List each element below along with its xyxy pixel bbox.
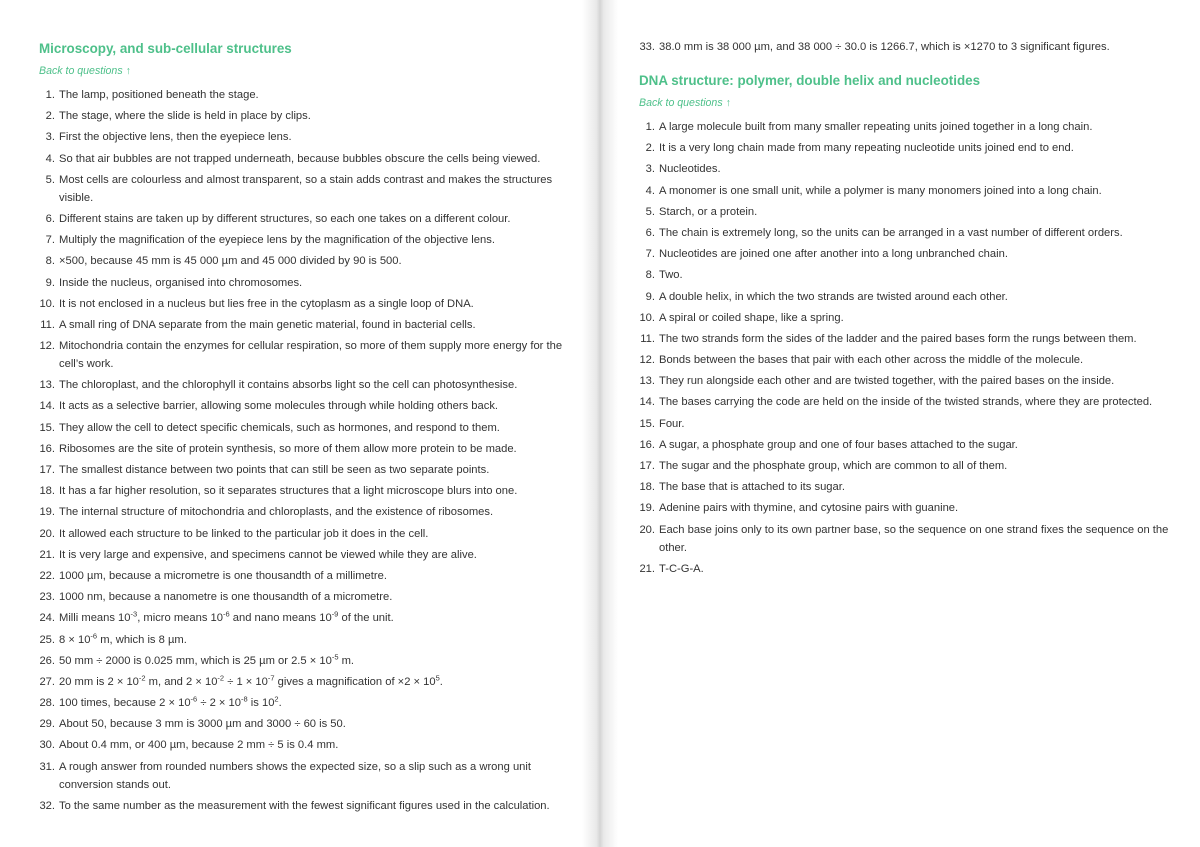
- answer-number: 13 .: [639, 372, 655, 390]
- answer-number: 3 .: [39, 128, 55, 146]
- answer-item: [639, 309, 1169, 327]
- answer-item: [639, 266, 1169, 284]
- answer-text: 50 mm ÷ 2000 is 0.025 mm, which is 25 µm or $2.5 \times 10^{-5}$ m.: [59, 651, 355, 667]
- answer-text: The lamp, positioned beneath the stage.: [59, 89, 259, 101]
- answer-list-dna-structure: [639, 118, 1169, 578]
- answer-text: A sugar, a phosphate group and one of four bases attached to the sugar.: [659, 438, 1018, 451]
- answer-number: 1 .: [39, 86, 55, 104]
- answer-text: A small ring of DNA separate from the main genetic material, found in bacterial cells.: [59, 318, 476, 331]
- answer-item: [639, 288, 1169, 306]
- answer-number: 16 .: [639, 436, 655, 454]
- answer-number: 26 .: [39, 652, 55, 670]
- answer-item: [39, 150, 569, 168]
- answer-text: A double helix, in which the two strands are twisted around each other.: [659, 290, 1008, 303]
- answer-number: 8 .: [39, 252, 55, 270]
- answer-item: [639, 478, 1169, 496]
- answer-text: They allow the cell to detect specific chemicals, such as hormones, and respond to them.: [59, 421, 500, 434]
- answer-item: [639, 457, 1169, 475]
- answer-text: Mitochondria contain the enzymes for cellular respiration, so more of them supply more energy for the cell’s work.: [59, 340, 563, 371]
- answer-item: [39, 128, 569, 146]
- answer-text: A monomer is one small unit, while a polymer is many monomers joined into a long chain.: [659, 184, 1102, 197]
- answer-number: 16 .: [39, 440, 55, 458]
- answer-text: So that air bubbles are not trapped underneath, because bubbles obscure the cells being viewed.: [59, 152, 541, 165]
- answer-number: 6 .: [639, 224, 655, 242]
- answer-item: [39, 252, 569, 270]
- answer-text: 100 times, because $2 \times 10^{-6} \div 2 \times 10^{-8}$ is $10^2$.: [59, 694, 282, 710]
- answer-item: [39, 397, 569, 415]
- answer-number: 12 .: [39, 337, 55, 355]
- answer-text: The bases carrying the code are held on the inside of the twisted strands, where they are protected.: [659, 396, 1153, 409]
- answer-number: 24 .: [39, 609, 55, 627]
- answer-text: Two.: [659, 269, 683, 282]
- answer-item: [39, 758, 569, 794]
- answer-text: 20 mm is $2 \times 10^{-2}$ m, and $2 \times 10^{-2} \div 1 \times 10^{-7}$ gives a magnification of $\times 2 \times 10^5$.: [59, 673, 443, 688]
- answer-number: 11 .: [39, 316, 55, 334]
- back-to-questions-link[interactable]: Back to questions ↑: [39, 65, 131, 77]
- answer-text: A rough answer from rounded numbers shows the expected size, so a slip such as a wrong unit conversion stands out.: [59, 760, 531, 791]
- answer-number: 5 .: [39, 171, 55, 189]
- answer-number: 20 .: [639, 521, 655, 539]
- section-title-dna-structure: DNA structure: polymer, double helix and nucleotides: [639, 73, 981, 88]
- answer-number: 28 .: [39, 694, 55, 712]
- answer-number: 2 .: [639, 139, 655, 157]
- answer-number: 6 .: [39, 210, 55, 228]
- answer-number: 17 .: [639, 457, 655, 475]
- answer-item: [39, 316, 569, 334]
- answer-text: Different stains are taken up by different structures, so each one takes on a different colour.: [59, 212, 511, 225]
- answer-text: It acts as a selective barrier, allowing some molecules through while holding others back.: [59, 400, 499, 413]
- answer-text: Four.: [659, 417, 685, 430]
- answer-item: [39, 631, 569, 649]
- answer-text: It allowed each structure to be linked to the particular job it does in the cell.: [59, 527, 429, 540]
- answer-item: [39, 694, 569, 712]
- answer-text: About 0.4 mm, or 400 µm, because 2 mm ÷ 5 is 0.4 mm.: [59, 739, 339, 752]
- answer-item: [639, 224, 1169, 242]
- answer-text: Ribosomes are the site of protein synthesis, so more of them allow more protein to be made.: [59, 442, 517, 455]
- answer-text: The base that is attached to its sugar.: [659, 481, 845, 494]
- answer-number: 12 .: [639, 351, 655, 369]
- answer-text: About 50, because 3 mm is 3000 µm and 3000 ÷ 60 is 50.: [59, 718, 346, 731]
- answer-number: 22 .: [39, 567, 55, 585]
- answer-text: A spiral or coiled shape, like a spring.: [659, 311, 844, 324]
- answer-item: [639, 38, 1169, 56]
- answer-text: It is a very long chain made from many repeating nucleotide units joined end to end.: [659, 142, 1074, 155]
- answer-item: [639, 139, 1169, 157]
- answer-item: [639, 521, 1169, 557]
- answer-item: [39, 673, 569, 691]
- answer-number: 19 .: [639, 499, 655, 517]
- answer-number: 15 .: [39, 419, 55, 437]
- answer-item: [39, 482, 569, 500]
- answer-number: 21 .: [639, 560, 655, 578]
- answer-item: [39, 171, 569, 207]
- answer-number: 33 .: [639, 38, 655, 56]
- answer-number: 4 .: [39, 150, 55, 168]
- answer-text: Adenine pairs with thymine, and cytosine pairs with guanine.: [659, 502, 959, 515]
- answer-number: 15 .: [639, 415, 655, 433]
- answer-item: [639, 372, 1169, 390]
- answer-text: T-C-G-A.: [659, 562, 704, 575]
- answer-number: 10 .: [639, 309, 655, 327]
- back-to-questions-link[interactable]: Back to questions ↑: [639, 97, 731, 109]
- answer-item: [39, 295, 569, 313]
- answer-item: [39, 107, 569, 125]
- answer-item: [39, 797, 569, 815]
- answer-number: 3 .: [639, 160, 655, 178]
- answer-item: [39, 274, 569, 292]
- answer-item: [639, 245, 1169, 263]
- answer-number: 23 .: [39, 588, 55, 606]
- answer-text: The smallest distance between two points that can still be seen as two separate points.: [59, 464, 490, 476]
- answer-text: Inside the nucleus, organised into chromosomes.: [59, 276, 303, 289]
- answer-item: [639, 393, 1169, 411]
- answer-text: It has a far higher resolution, so it separates structures that a light microscope blurs into one.: [59, 485, 518, 498]
- answer-item: [639, 182, 1169, 200]
- answer-item: [39, 376, 569, 394]
- answer-number: 2 .: [39, 107, 55, 125]
- answer-text: Multiply the magnification of the eyepiece lens by the magnification of the objective lens.: [59, 234, 495, 247]
- answer-item: [39, 567, 569, 585]
- answer-number: 7 .: [39, 231, 55, 249]
- answer-list-microscopy: [39, 86, 569, 815]
- answer-number: 31 .: [39, 758, 55, 776]
- answer-item: [39, 210, 569, 228]
- section-title-microscopy: Microscopy, and sub-cellular structures: [39, 41, 292, 56]
- answer-text: The internal structure of mitochondria and chloroplasts, and the existence of ribosomes.: [59, 506, 494, 519]
- answer-item: [39, 419, 569, 437]
- answer-item: [639, 560, 1169, 578]
- right-page: [639, 0, 1169, 581]
- answer-item: [39, 231, 569, 249]
- answer-number: 10 .: [39, 295, 55, 313]
- answer-text: The two strands form the sides of the ladder and the paired bases form the rungs between them.: [659, 332, 1137, 345]
- answer-text: A large molecule built from many smaller repeating units joined together in a long chain.: [659, 121, 1093, 133]
- answer-text: 1000 µm, because a micrometre is one thousandth of a millimetre.: [59, 569, 387, 582]
- answer-number: 4 .: [639, 182, 655, 200]
- answer-number: 21 .: [39, 546, 55, 564]
- answer-number: 1 .: [639, 118, 655, 136]
- answer-text: The sugar and the phosphate group, which are common to all of them.: [659, 460, 1008, 472]
- answer-item: [39, 337, 569, 373]
- answer-number: 17 .: [39, 461, 55, 479]
- answer-item: [39, 715, 569, 733]
- answer-number: 9 .: [39, 274, 55, 292]
- answer-text: Each base joins only to its own partner base, so the sequence on one strand fixes the sequence on the other.: [659, 523, 1169, 554]
- answer-item: [39, 652, 569, 670]
- answer-number: 32 .: [39, 797, 55, 815]
- answer-item: [39, 546, 569, 564]
- answer-item: [39, 609, 569, 627]
- answer-item: [639, 330, 1169, 348]
- answer-number: 19 .: [39, 503, 55, 521]
- answer-number: 18 .: [39, 482, 55, 500]
- answer-number: 9 .: [639, 288, 655, 306]
- left-page: [39, 0, 569, 818]
- answer-text: Most cells are colourless and almost transparent, so a stain adds contrast and makes the structures visible.: [59, 173, 553, 204]
- answer-item: [39, 440, 569, 458]
- answer-text: 38.0 mm is 38 000 µm, and 38 000 ÷ 30.0 is 1266.7, which is ×1270 to 3 significant figures.: [659, 41, 1110, 53]
- answer-item: [39, 86, 569, 104]
- answer-text: It is very large and expensive, and specimens cannot be viewed while they are alive.: [59, 548, 477, 561]
- answer-item: [639, 415, 1169, 433]
- answer-text: It is not enclosed in a nucleus but lies free in the cytoplasm as a single loop of DNA.: [59, 297, 474, 310]
- answer-number: 5 .: [639, 203, 655, 221]
- answer-number: 25 .: [39, 631, 55, 649]
- answer-item: [39, 525, 569, 543]
- answer-text: To the same number as the measurement with the fewest significant figures used in the calculation.: [59, 799, 550, 812]
- answer-number: 8 .: [639, 266, 655, 284]
- answer-item: [639, 436, 1169, 454]
- answer-text: Bonds between the bases that pair with each other across the middle of the molecule.: [659, 354, 1084, 367]
- page-gutter: [582, 0, 618, 847]
- answer-text: Milli means $10^{-3}$, micro means $10^{-6}$ and nano means $10^{-9}$ of the unit.: [59, 609, 394, 625]
- answer-number: 13 .: [39, 376, 55, 394]
- answer-number: 29 .: [39, 715, 55, 733]
- answer-item: [39, 503, 569, 521]
- answer-number: 7 .: [639, 245, 655, 263]
- answer-text: Nucleotides.: [659, 163, 721, 176]
- answer-item: [639, 118, 1169, 136]
- answer-number: 27 .: [39, 673, 55, 691]
- answer-text: The chain is extremely long, so the units can be arranged in a vast number of different orders.: [659, 226, 1123, 239]
- answer-text: ×500, because 45 mm is 45 000 µm and 45 000 divided by 90 is 500.: [59, 255, 402, 268]
- answer-text: Starch, or a protein.: [659, 205, 758, 218]
- answer-text: The chloroplast, and the chlorophyll it contains absorbs light so the cell can photosynthesise.: [59, 379, 518, 392]
- answer-number: 30 .: [39, 736, 55, 754]
- answer-text: Nucleotides are joined one after another into a long unbranched chain.: [659, 248, 1008, 261]
- answer-text: The stage, where the slide is held in place by clips.: [59, 110, 311, 123]
- answer-number: 14 .: [39, 397, 55, 415]
- answer-item: [39, 588, 569, 606]
- answer-text: $8 \times 10^{-6}$ m, which is 8 µm.: [59, 630, 187, 646]
- answer-item: [639, 499, 1169, 517]
- answer-text: 1000 nm, because a nanometre is one thousandth of a micrometre.: [59, 591, 393, 604]
- answer-number: 20 .: [39, 525, 55, 543]
- answer-item: [39, 461, 569, 479]
- answer-item: [639, 203, 1169, 221]
- answer-text: They run alongside each other and are twisted together, with the paired bases on the inside.: [659, 375, 1115, 388]
- answer-number: 14 .: [639, 393, 655, 411]
- answer-item: [639, 351, 1169, 369]
- answer-list-carryover: [639, 38, 1169, 56]
- answer-item: [39, 736, 569, 754]
- answer-number: 18 .: [639, 478, 655, 496]
- answer-number: 11 .: [639, 330, 655, 348]
- answer-text: First the objective lens, then the eyepiece lens.: [59, 131, 292, 144]
- answer-item: [639, 160, 1169, 178]
